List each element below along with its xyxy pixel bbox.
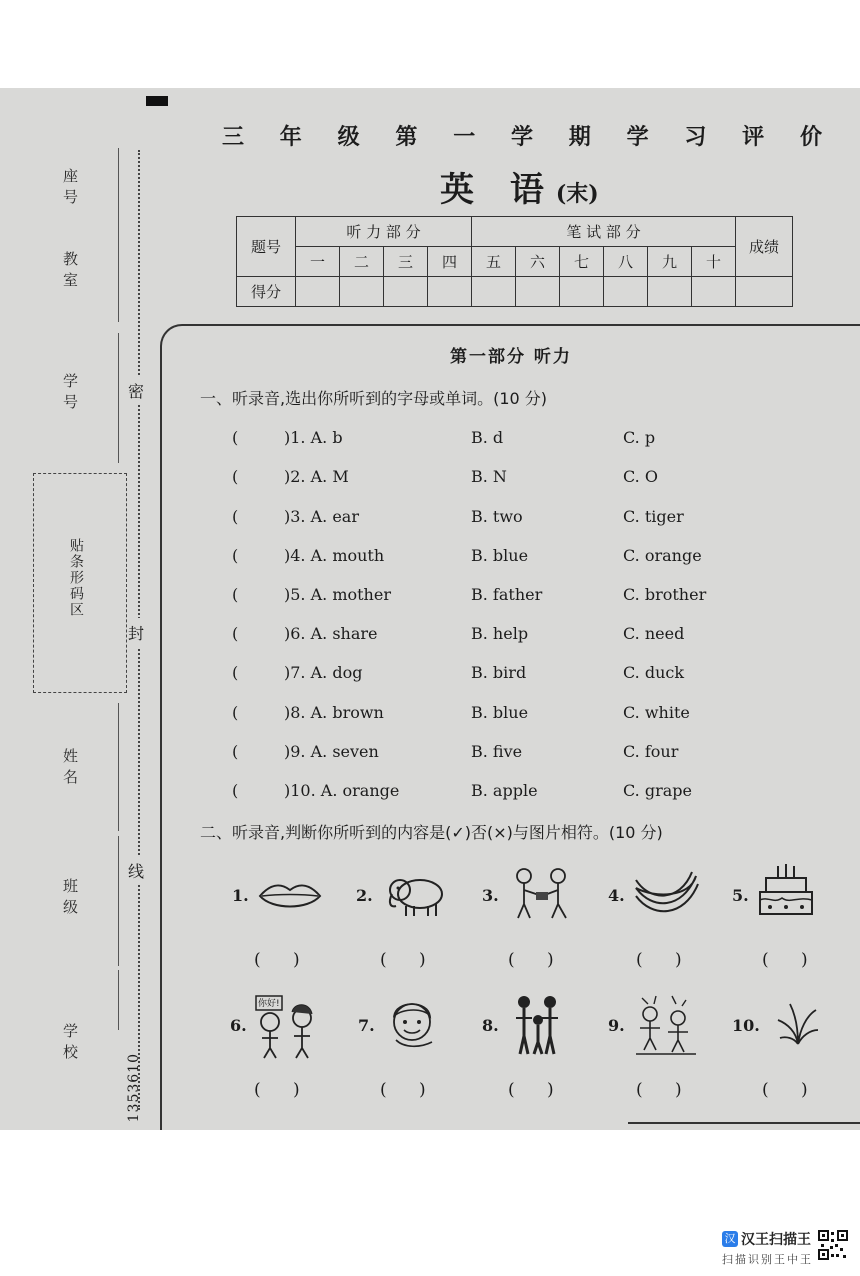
qr-code-icon — [818, 1230, 848, 1260]
seal-char-xian: 线 — [128, 856, 144, 885]
option-c: C. orange — [623, 546, 702, 565]
kids-playing-icon — [632, 992, 700, 1058]
option-c: C. grape — [623, 781, 692, 800]
blank-line — [118, 836, 119, 966]
option-b: B. N — [471, 467, 507, 486]
answer-paren[interactable]: ( — [232, 703, 239, 722]
question-row — [232, 507, 792, 531]
answer-blank[interactable]: ( ) — [380, 1080, 426, 1100]
question-row — [232, 624, 792, 648]
title-char: 学 — [626, 124, 649, 150]
question-no-header: 题号 — [237, 217, 296, 277]
column-header: 四 — [428, 247, 472, 277]
question-row — [232, 546, 792, 570]
scanner-slogan: 扫描识别王中王 — [722, 1253, 813, 1266]
option-b: B. blue — [471, 546, 529, 565]
people-handshake-icon — [510, 866, 574, 920]
option-a: )10. A. orange — [284, 781, 400, 800]
option-b: B. two — [471, 507, 523, 526]
question-row — [232, 585, 792, 609]
answer-paren[interactable]: ( — [232, 781, 239, 800]
classroom-label: 教室 — [61, 251, 79, 293]
title-char: 习 — [684, 124, 707, 150]
part-title: 第一部分 听力 — [450, 347, 572, 367]
grass-icon — [776, 1002, 820, 1046]
answer-paren[interactable]: ( — [232, 428, 239, 447]
score-cell[interactable] — [296, 277, 340, 307]
column-header: 七 — [560, 247, 604, 277]
picture-number: 6. — [230, 1016, 247, 1035]
exam-paper — [0, 88, 860, 1130]
question-row — [232, 742, 792, 766]
picture-number: 5. — [732, 886, 749, 905]
score-row-label: 得分 — [237, 277, 296, 307]
score-cell[interactable] — [736, 277, 793, 307]
listening-part-header: 听 力 部 分 — [296, 217, 472, 247]
score-cell[interactable] — [428, 277, 472, 307]
birthday-cake-icon — [756, 862, 816, 920]
blank-line — [118, 333, 119, 463]
title-char: 级 — [337, 124, 360, 150]
answer-blank[interactable]: ( ) — [762, 1080, 808, 1100]
option-b: B. five — [471, 742, 523, 761]
option-b: B. blue — [471, 703, 529, 722]
score-cell[interactable] — [516, 277, 560, 307]
answer-blank[interactable]: ( ) — [636, 950, 682, 970]
option-c: C. O — [623, 467, 658, 486]
column-header: 三 — [384, 247, 428, 277]
girl-face-icon — [384, 996, 440, 1054]
blank-line — [118, 148, 119, 240]
name-label: 姓名 — [61, 748, 79, 790]
title-char: 一 — [453, 124, 476, 150]
page-bottom-rule — [628, 1122, 860, 1124]
answer-blank[interactable]: ( ) — [508, 950, 554, 970]
score-cell[interactable] — [648, 277, 692, 307]
option-c: C. need — [623, 624, 685, 643]
picture-number: 2. — [356, 886, 373, 905]
score-cell[interactable] — [340, 277, 384, 307]
title-char: 期 — [568, 124, 591, 150]
option-c: C. duck — [623, 663, 685, 682]
option-a: )7. A. dog — [284, 663, 363, 682]
picture-number: 8. — [482, 1016, 499, 1035]
score-cell[interactable] — [560, 277, 604, 307]
written-part-header: 笔 试 部 分 — [472, 217, 736, 247]
title-char: 学 — [510, 124, 533, 150]
score-cell[interactable] — [692, 277, 736, 307]
option-b: B. father — [471, 585, 543, 604]
title-char: 三 — [222, 124, 245, 150]
column-header: 一 — [296, 247, 340, 277]
answer-blank[interactable]: ( ) — [254, 950, 300, 970]
barcode-area-label: 贴条形码区 — [68, 538, 84, 618]
option-a: )1. A. b — [284, 428, 343, 447]
bananas-icon — [634, 868, 700, 920]
column-header: 八 — [604, 247, 648, 277]
picture-number: 1. — [232, 886, 249, 905]
option-c: C. tiger — [623, 507, 684, 526]
option-a: )2. A. M — [284, 467, 349, 486]
option-a: )9. A. seven — [284, 742, 379, 761]
blank-line — [118, 970, 119, 1030]
option-c: C. brother — [623, 585, 707, 604]
elephant-icon — [384, 872, 446, 918]
serial-number: 1353610 — [126, 1053, 142, 1123]
answer-blank[interactable]: ( ) — [254, 1080, 300, 1100]
student-no-label: 学号 — [61, 373, 79, 415]
family-icon — [510, 992, 566, 1058]
score-cell[interactable] — [384, 277, 428, 307]
option-c: C. p — [623, 428, 656, 447]
seat-label: 座号 — [61, 168, 79, 210]
score-cell[interactable] — [604, 277, 648, 307]
option-b: B. help — [471, 624, 529, 643]
blank-line — [118, 240, 119, 322]
score-table — [236, 216, 793, 307]
answer-blank[interactable]: ( ) — [508, 1080, 554, 1100]
question-row — [232, 703, 792, 727]
column-header: 二 — [340, 247, 384, 277]
answer-blank[interactable]: ( ) — [380, 950, 426, 970]
blank-line — [118, 703, 119, 831]
answer-blank[interactable]: ( ) — [762, 950, 808, 970]
question-1-heading: 一、听录音,选出你所听到的字母或单词。(10 分) — [200, 389, 548, 408]
question-row — [232, 663, 792, 687]
lips-icon — [258, 878, 322, 914]
title-char: 第 — [395, 124, 418, 150]
option-a: )5. A. mother — [284, 585, 391, 604]
option-c: C. white — [623, 703, 690, 722]
option-a: )4. A. mouth — [284, 546, 385, 565]
answer-paren[interactable]: ( — [232, 467, 239, 486]
seal-char-mi: 密 — [128, 376, 144, 405]
option-b: B. d — [471, 428, 504, 447]
option-a: )3. A. ear — [284, 507, 359, 526]
answer-paren[interactable]: ( — [232, 624, 239, 643]
scanner-app-name: 汉王扫描王 — [741, 1232, 811, 1248]
class-label: 班级 — [61, 878, 79, 920]
option-c: C. four — [623, 742, 679, 761]
registration-mark — [146, 96, 168, 106]
greeting-girls-icon — [254, 994, 320, 1060]
seal-char-feng: 封 — [128, 618, 144, 647]
option-a: )8. A. brown — [284, 703, 384, 722]
score-cell[interactable] — [472, 277, 516, 307]
picture-number: 4. — [608, 886, 625, 905]
subject-title — [440, 162, 599, 211]
answer-blank[interactable]: ( ) — [636, 1080, 682, 1100]
answer-paren[interactable]: ( — [232, 585, 239, 604]
option-b: B. bird — [471, 663, 527, 682]
answer-paren[interactable]: ( — [232, 546, 239, 565]
school-label: 学校 — [61, 1023, 79, 1065]
picture-number: 9. — [608, 1016, 625, 1035]
question-row — [232, 428, 792, 452]
option-a: )6. A. share — [284, 624, 378, 643]
question-2-heading: 二、听录音,判断你所听到的内容是(✓)否(×)与图片相符。(10 分) — [200, 823, 663, 842]
column-header: 六 — [516, 247, 560, 277]
column-header: 五 — [472, 247, 516, 277]
option-b: B. apple — [471, 781, 538, 800]
column-header: 十 — [692, 247, 736, 277]
picture-number: 10. — [732, 1016, 760, 1035]
answer-paren[interactable]: ( — [232, 663, 239, 682]
answer-paren[interactable]: ( — [232, 742, 239, 761]
exam-title — [222, 120, 822, 151]
scanner-logo-icon: 汉 — [722, 1231, 738, 1247]
title-char: 价 — [799, 124, 822, 150]
question-row — [232, 781, 792, 805]
speech-bubble-text: 你好! — [258, 999, 280, 1009]
picture-number: 7. — [358, 1016, 375, 1035]
title-char: 评 — [742, 124, 765, 150]
total-score-header: 成绩 — [736, 217, 793, 277]
question-row — [232, 467, 792, 491]
answer-paren[interactable]: ( — [232, 507, 239, 526]
picture-number: 3. — [482, 886, 499, 905]
subject-suffix: (末) — [555, 181, 599, 207]
column-header: 九 — [648, 247, 692, 277]
subject-name: 英 语 — [440, 170, 556, 210]
title-char: 年 — [279, 124, 302, 150]
